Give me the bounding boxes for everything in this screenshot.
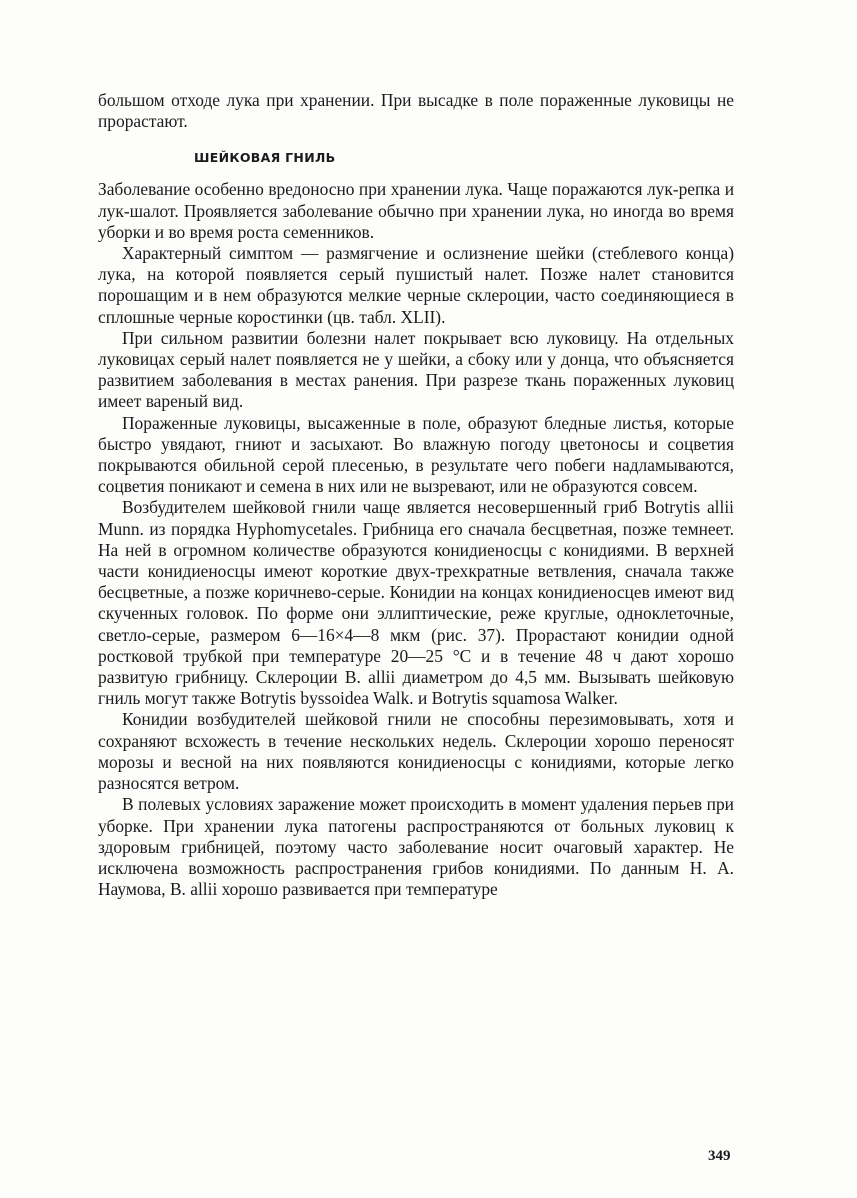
paragraph-1: Заболевание особенно вредоносно при хранении лука. Чаще поражаются лук-репка и лук-шалот. Проявляется заболевание обычно при хранении лука, но иногда во время уборки и во время роста семенников. bbox=[98, 179, 734, 242]
paragraph-7: В полевых условиях заражение может происходить в момент удаления перьев при уборке. При хранении лука патогены распространяются от больных луковиц к здоровым грибницей, поэтому часто заболевание носит очаговый характер. Не исключена возможность распространения грибов конидиями. По данным Н. А. Наумова, B. allii хорошо развивается при температуре bbox=[98, 794, 734, 900]
paragraph-4: Пораженные луковицы, высаженные в поле, образуют бледные листья, которые быстро увядают, гниют и засыхают. Во влажную погоду цветоносы и соцветия покрываются обильной серой плесенью, в результате чего побеги надламываются, соцветия поникают и семена в них или не вызревают, или не образуются совсем. bbox=[98, 412, 734, 497]
paragraph-5: Возбудителем шейковой гнили чаще является несовершенный гриб Botrytis allii Munn. из порядка Hyphomycetales. Грибница его сначала бесцветная, позже темнеет. На ней в огромном количестве образуются конидиеносцы с конидиями. В верхней части конидиеносцы имеют короткие двух-трехкратные ветвления, сначала также бесцветные, а позже коричнево-серые. Конидии на концах конидиеносцев имеют вид скученных головок. По форме они эллиптические, реже круглые, одноклеточные, светло-серые, размером 6—16×4—8 мкм (рис. 37). Прорастают конидии одной ростковой трубкой при температуре 20—25 °С и в течение 48 ч дают хорошо развитую грибницу. Склероции B. allii диаметром до 4,5 мм. Вызывать шейковую гниль могут также Botrytis byssoidea Walk. и Botrytis squamosa Walker. bbox=[98, 497, 734, 709]
section-heading: ШЕЙКОВАЯ ГНИЛЬ bbox=[194, 150, 336, 166]
paragraph-3: При сильном развитии болезни налет покрывает всю луковицу. На отдельных луковицах серый налет появляется не у шейки, а сбоку или у донца, что объясняется развитием заболевания в местах ранения. При разрезе ткань пораженных луковиц имеет вареный вид. bbox=[98, 327, 734, 412]
intro-paragraph: большом отходе лука при хранении. При высадке в поле пораженные луковицы не прорастают. bbox=[98, 90, 734, 132]
paragraph-6: Конидии возбудителей шейковой гнили не способны перезимовывать, хотя и сохраняют всхожесть в течение нескольких недель. Склероции хорошо переносят морозы и весной на них появляются конидиеносцы с конидиями, которые легко разносятся ветром. bbox=[98, 709, 734, 794]
page-text bbox=[98, 90, 734, 900]
page-number: 349 bbox=[708, 1148, 731, 1164]
paragraph-2: Характерный симптом — размягчение и ослизнение шейки (стеблевого конца) лука, на которой появляется серый пушистый налет. Позже налет становится порошащим и в нем образуются мелкие черные склероции, часто соединяющиеся в сплошные черные коростинки (цв. табл. XLII). bbox=[98, 243, 734, 327]
